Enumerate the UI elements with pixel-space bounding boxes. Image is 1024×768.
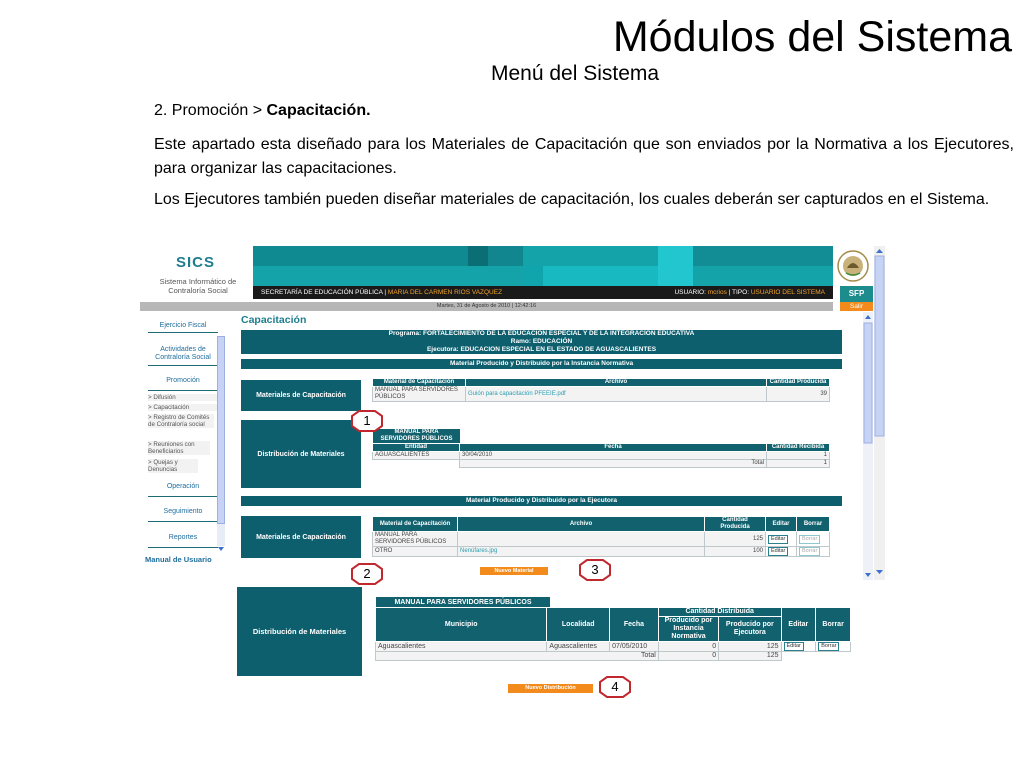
archivo-link[interactable]: Nenúfares.jpg — [458, 547, 705, 557]
delete-button[interactable]: Borrar — [818, 642, 839, 651]
callout-number: 3 — [591, 562, 599, 577]
delete-button[interactable]: Borrar — [799, 535, 820, 544]
table-cell: AGUASCALIENTES — [373, 452, 460, 460]
table-cell: 30/04/2010 — [460, 452, 767, 460]
total-label: Total — [460, 460, 767, 468]
sidebar-scroll-thumb[interactable] — [217, 336, 225, 524]
distribucion-title-table — [372, 428, 461, 444]
sidebar-item-seguimiento[interactable]: Seguimiento — [148, 503, 218, 522]
table-total-row — [373, 460, 830, 468]
sidebar-sub-difusion[interactable]: > Difusión — [148, 394, 218, 401]
breadcrumb-current: Capacitación. — [266, 102, 371, 119]
col-header: Borrar — [816, 608, 851, 642]
table-cell: MANUAL PARA SERVIDORES PÚBLICOS — [373, 532, 458, 547]
program-header — [241, 330, 842, 354]
user-name: MARIA DEL CARMEN RIOS VAZQUEZ — [387, 289, 503, 296]
total-value: 1 — [767, 460, 830, 468]
col-header: Producido por Instancia Normativa — [658, 617, 718, 642]
tipo-value: USUARIO DEL SISTEMA — [750, 289, 825, 296]
breadcrumb — [154, 99, 1014, 123]
user-id: mcrios — [707, 289, 727, 296]
sidebar-sub-reuniones[interactable]: > Reuniones con Beneficiarios — [148, 441, 210, 455]
logo — [140, 246, 253, 300]
bottom-table-title: MANUAL PARA SERVIDORES PÚBLICOS — [376, 597, 551, 609]
nuevo-material-button[interactable]: Nuevo Material — [480, 567, 548, 575]
callout-badge-1 — [351, 410, 383, 432]
materiales-ejecutora-table — [372, 516, 830, 557]
col-header: Fecha — [610, 608, 659, 642]
table-row — [373, 452, 830, 460]
breadcrumb-prefix: 2. Promoción > — [154, 102, 267, 119]
col-header: Archivo — [458, 517, 705, 532]
nueva-distribucion-button[interactable]: Nuevo Distribución — [508, 684, 593, 693]
page-title: Capacitación — [241, 314, 307, 326]
col-header: Material de Capacitación — [373, 379, 466, 387]
table-cell: 125 — [705, 532, 766, 547]
table-cell: 100 — [705, 547, 766, 557]
sidebar-menu — [140, 314, 228, 580]
col-header: Municipio — [376, 608, 547, 642]
distribucion-title: MANUAL PARA SERVIDORES PÚBLICOS — [373, 429, 461, 444]
sidebar-item-ejercicio-fiscal[interactable]: Ejercicio Fiscal — [148, 319, 218, 333]
callout-badge-4 — [599, 676, 631, 698]
col-header: Cantidad Producida — [767, 379, 830, 387]
table-cell: 1 — [767, 452, 830, 460]
table-row — [373, 387, 830, 402]
distribucion-label-ejecutora: Distribución de Materiales — [237, 587, 362, 676]
section-normativa-header: Material Producido y Distribuido por la Instancia Normativa — [241, 359, 842, 369]
callout-number: 2 — [363, 566, 371, 581]
ejecutora-line: Ejecutora: EDUCACION ESPECIAL EN EL ESTADO DE AGUASCALIENTES — [426, 346, 657, 353]
date-bar: Martes, 31 de Agosto de 2010 | 12:42:16 — [140, 302, 833, 311]
paragraph-2: Los Ejecutores también pueden diseñar materiales de capacitación, los cuales deberán ser capturados en el Sistema. — [154, 191, 990, 208]
user-bar: SECRETARÍA DE EDUCACIÓN PÚBLICA | MARIA DEL CARMEN RIOS VAZQUEZ USUARIO: mcrios | TIPO: USUARIO DEL SISTEMA — [253, 286, 833, 299]
table-cell: 07/05/2010 — [610, 642, 659, 652]
sfp-badge: SFP — [840, 286, 873, 302]
table-cell: Aguascalientes — [547, 642, 610, 652]
total-value: 125 — [719, 652, 781, 661]
user-label: USUARIO: — [674, 289, 706, 296]
edit-button[interactable]: Editar — [784, 642, 804, 651]
total-label: Total — [376, 652, 659, 661]
col-header: Fecha — [460, 444, 767, 452]
col-header: Borrar — [797, 517, 830, 532]
col-header: Cantidad Producida — [705, 517, 766, 532]
col-header: Archivo — [466, 379, 767, 387]
callout-badge-2 — [351, 563, 383, 585]
secretaria-label: SECRETARÍA DE EDUCACIÓN PÚBLICA — [261, 289, 383, 296]
table-total-row — [376, 652, 851, 661]
materiales-label-ejecutora: Materiales de Capacitación — [241, 516, 361, 558]
callout-number: 4 — [611, 679, 619, 694]
table-cell — [458, 532, 705, 547]
sidebar-item-actividades[interactable]: Actividades de Contraloría Social — [148, 342, 218, 366]
edit-button[interactable]: Editar — [768, 535, 788, 544]
salir-button[interactable]: Salir — [840, 302, 873, 311]
sidebar-sub-capacitacion[interactable]: > Capacitación — [148, 404, 218, 411]
sidebar-item-operacion[interactable]: Operación — [148, 478, 218, 497]
table-cell: 0 — [658, 642, 718, 652]
col-header: Cantidad Recibida — [767, 444, 830, 452]
scrollbar-track-icon — [874, 246, 885, 580]
page-scrollbar[interactable] — [874, 246, 885, 580]
col-header: Localidad — [547, 608, 610, 642]
sidebar-item-promocion[interactable]: Promoción — [148, 372, 218, 391]
tipo-label: TIPO: — [732, 289, 750, 296]
main-content — [241, 314, 861, 580]
distribucion-label-normativa: Distribución de Materiales — [241, 420, 361, 488]
ramo-line: Ramo: EDUCACIÓN — [510, 338, 573, 345]
table-cell: 125 — [719, 642, 781, 652]
paragraph-1: Este apartado esta diseñado para los Materiales de Capacitación que son enviados por la Normativa a los Ejecutores, para organizar las capacitaciones. — [154, 136, 1014, 177]
table-row — [373, 547, 830, 557]
table-row — [376, 642, 851, 652]
distribucion-normativa-table — [372, 443, 830, 468]
col-header: Producido por Ejecutora — [719, 617, 781, 642]
col-header: Editar — [766, 517, 797, 532]
table-cell: Aguascalientes — [376, 642, 547, 652]
archivo-link[interactable]: Guión para capacitación PFEEIE.pdf — [466, 387, 767, 402]
mexico-seal-icon — [833, 246, 873, 286]
delete-button[interactable]: Borrar — [799, 547, 820, 556]
logo-subtitle: Sistema Informático de Contraloría Social — [159, 277, 237, 295]
group-header: Cantidad Distribuida — [658, 608, 781, 617]
table-cell: OTRO — [373, 547, 458, 557]
callout-number: 1 — [363, 413, 371, 428]
sidebar-sub-quejas[interactable]: > Quejas y Denuncias — [148, 459, 198, 473]
distribucion-ejecutora-table — [375, 607, 851, 661]
table-cell: 39 — [767, 387, 830, 402]
table-row — [373, 532, 830, 547]
col-header: Material de Capacitación — [373, 517, 458, 532]
col-header: Entidad — [373, 444, 460, 452]
total-value: 0 — [658, 652, 718, 661]
slide-title: Módulos del Sistema — [612, 13, 1012, 61]
app-window — [140, 246, 885, 580]
chevron-down-icon[interactable] — [217, 546, 225, 552]
materiales-normativa-table — [372, 378, 830, 402]
slide-subtitle: Menú del Sistema — [491, 62, 660, 85]
table-cell: MANUAL PARA SERVIDORES PÚBLICOS — [373, 387, 466, 402]
sidebar-sub-registro[interactable]: > Registro de Comités de Contraloría social — [148, 414, 214, 428]
edit-button[interactable]: Editar — [768, 547, 788, 556]
col-header: Editar — [781, 608, 816, 642]
section-ejecutora-header: Material Producido y Distribuido por la Ejecutora — [241, 496, 842, 506]
manual-usuario-link[interactable]: Manual de Usuario — [145, 555, 212, 564]
program-line: Programa: FORTALECIMIENTO DE LA EDUCACIÓN ESPECIAL Y DE LA INTEGRACIÓN EDUCATIVA — [388, 330, 695, 337]
materiales-label-normativa: Materiales de Capacitación — [241, 380, 361, 411]
content-scrollbar[interactable] — [863, 312, 873, 580]
sidebar-item-reportes[interactable]: Reportes — [148, 529, 218, 548]
logo-text: SICS — [176, 254, 216, 271]
callout-badge-3 — [579, 559, 611, 581]
